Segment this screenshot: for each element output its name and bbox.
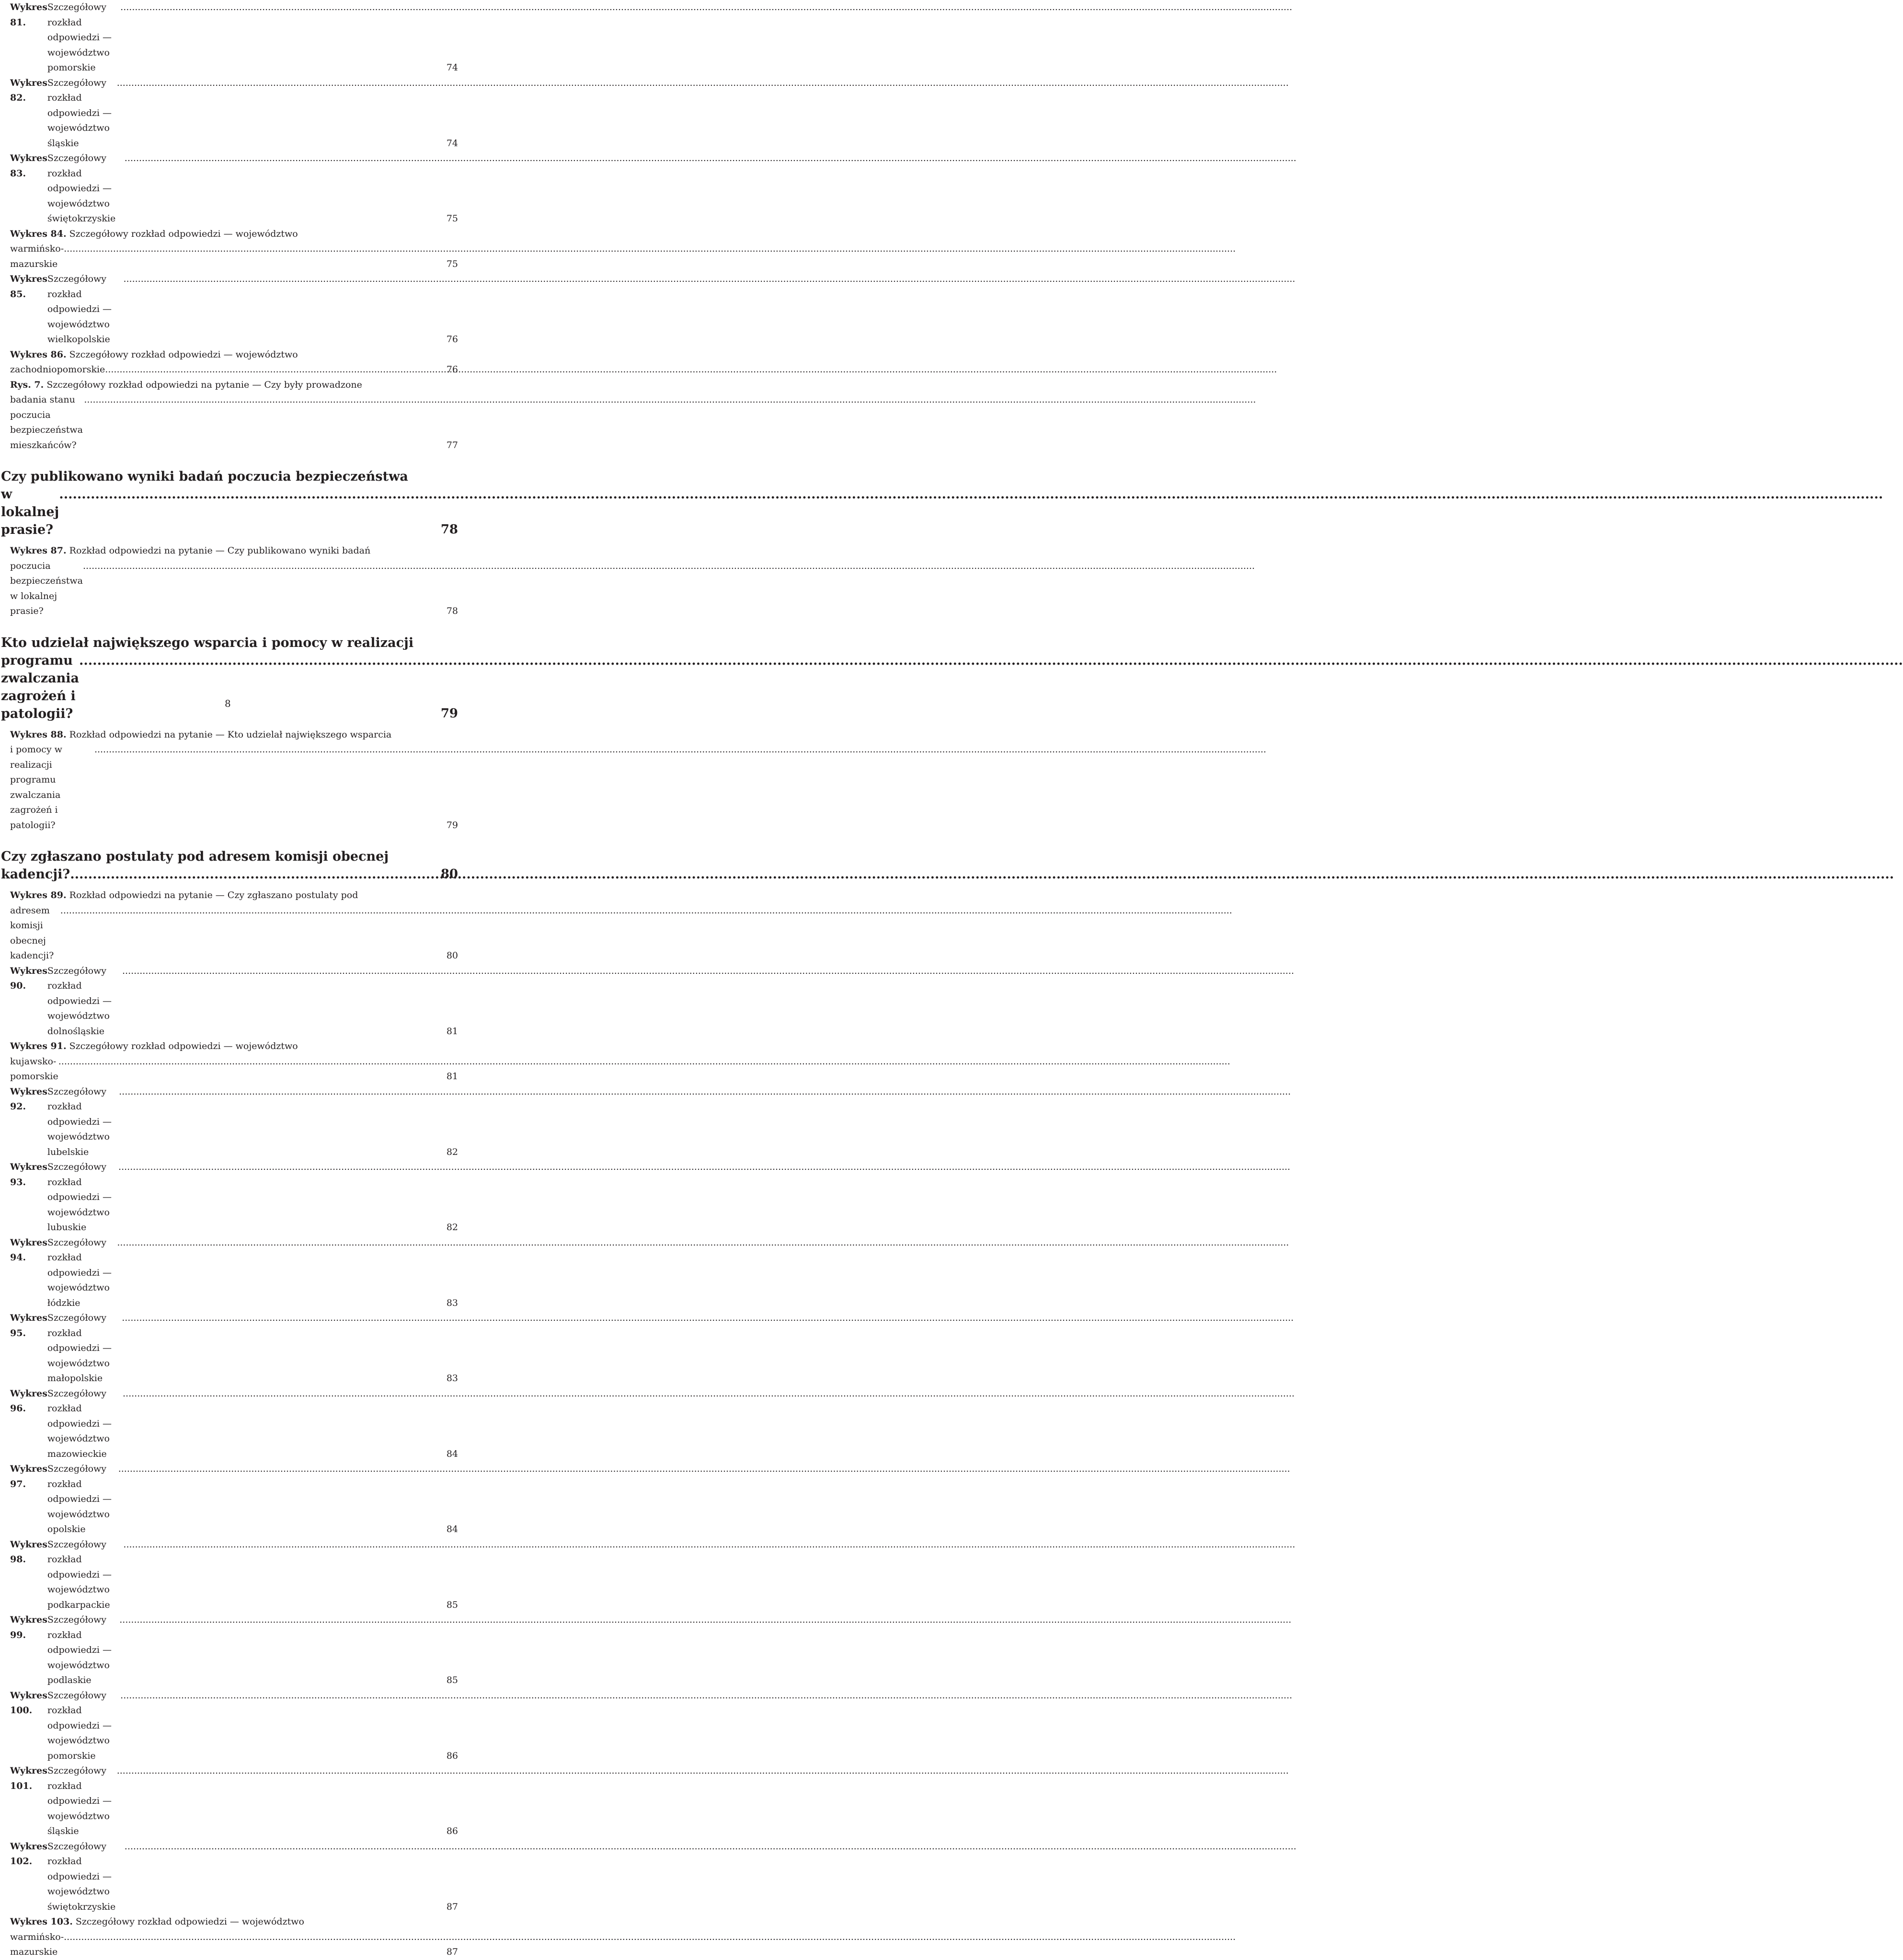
toc-entry[interactable] — [10, 727, 460, 833]
toc-entry-text: Szczegółowy rozkład odpowiedzi — województwo pomorskie — [47, 1690, 115, 1761]
toc-line — [10, 1054, 426, 1084]
dot-leader — [125, 1839, 426, 1855]
toc-entry-text: w lokalnej prasie? — [1, 487, 64, 537]
dot-leader — [60, 903, 426, 919]
toc-entry[interactable] — [10, 1839, 460, 1915]
toc-entry-text: Czy zgłaszano postulaty pod adresem komisji obecnej — [1, 849, 389, 864]
toc-page-number: 84 — [446, 1448, 458, 1459]
dot-leader — [118, 1160, 426, 1175]
toc-entry-text: warmińsko-mazurskie — [10, 243, 64, 269]
toc-page-number: 81 — [446, 1026, 458, 1037]
dot-leader — [125, 151, 426, 166]
toc-line — [1, 468, 461, 485]
toc-page-number: 76 — [446, 364, 458, 375]
toc-entry-label: Wykres 100. — [10, 1690, 47, 1716]
toc-entry-text: Szczegółowy rozkład odpowiedzi — województwo pomorskie — [47, 2, 115, 73]
toc-entry-text: Szczegółowy rozkład odpowiedzi — województwo podlaskie — [47, 1614, 115, 1685]
toc-entry[interactable] — [10, 1235, 460, 1311]
toc-entry-label: Wykres 103. — [10, 1916, 73, 1927]
toc-entry[interactable] — [10, 1537, 460, 1613]
toc-entry-label: Wykres 83. — [10, 153, 47, 179]
toc-entry-text: Szczegółowy rozkład odpowiedzi — województwo świętokrzyskie — [47, 153, 116, 224]
toc-entry-label: Wykres 82. — [10, 77, 47, 103]
toc-entry-label: Wykres 95. — [10, 1313, 47, 1338]
toc-page-number: 82 — [446, 1222, 458, 1233]
toc-section-heading[interactable] — [1, 848, 461, 883]
toc-entry-text: i pomocy w realizacji programu zwalczania zagrożeń i patologii? — [10, 744, 65, 830]
dot-leader — [83, 559, 426, 574]
toc-page-number: 74 — [446, 138, 458, 149]
toc-entry-text: Szczegółowy rozkład odpowiedzi — województwo świętokrzyskie — [47, 1841, 116, 1912]
toc-page-number: 82 — [446, 1146, 458, 1157]
dot-leader — [117, 1235, 426, 1251]
toc-page-number: 79 — [440, 706, 458, 721]
toc-entry-label: Wykres 96. — [10, 1388, 47, 1414]
dot-leader — [119, 1613, 426, 1628]
dot-leader — [84, 392, 426, 408]
toc-entry-text: Szczegółowy rozkład odpowiedzi — województwo podkarpackie — [47, 1539, 115, 1610]
toc-entry[interactable] — [10, 964, 460, 1039]
toc-entry-text: Szczegółowy rozkład odpowiedzi na pytanie — Czy były prowadzone — [46, 379, 362, 390]
toc-page-number: 81 — [446, 1071, 458, 1082]
toc-line — [10, 272, 426, 347]
toc-entry[interactable] — [10, 227, 460, 272]
toc-entry[interactable] — [10, 378, 460, 453]
toc-entry[interactable] — [10, 1764, 460, 1839]
toc-entry-text: kujawsko-pomorskie — [10, 1056, 58, 1082]
toc-entry[interactable] — [10, 1160, 460, 1235]
toc-line — [10, 1839, 426, 1915]
toc-page-number: 83 — [446, 1373, 458, 1384]
toc-entry-label: Wykres 101. — [10, 1765, 47, 1791]
toc-page-number: 74 — [446, 62, 458, 73]
toc-entry-label: Wykres 93. — [10, 1162, 47, 1188]
toc-entry-text: poczucia bezpieczeństwa w lokalnej prasie? — [10, 560, 86, 616]
dot-leader — [59, 485, 425, 503]
toc-entry[interactable] — [10, 1914, 460, 1960]
toc-entry-label: Wykres 90. — [10, 965, 47, 991]
dot-leader — [105, 362, 426, 378]
toc-entry-text: Szczegółowy rozkład odpowiedzi — województwo śląskie — [47, 77, 115, 149]
toc-page-number: 80 — [446, 950, 458, 961]
dot-leader — [118, 1462, 426, 1477]
toc-entry-text: Szczegółowy rozkład odpowiedzi — województwo — [75, 1916, 304, 1927]
toc-entry-label: Wykres 94. — [10, 1237, 47, 1263]
toc-entry-text: Szczegółowy rozkład odpowiedzi — województwo lubuskie — [47, 1162, 115, 1233]
toc-line — [10, 392, 426, 453]
toc-line — [10, 903, 426, 964]
toc-line — [10, 1160, 426, 1235]
toc-entry-label: Wykres 89. — [10, 890, 67, 900]
toc-entry-text: Szczegółowy rozkład odpowiedzi — województwo mazowieckie — [47, 1388, 115, 1459]
toc-line — [1, 848, 461, 865]
toc-line — [10, 242, 426, 272]
toc-line — [10, 1235, 426, 1311]
toc-line — [1, 634, 461, 652]
toc-entry[interactable] — [10, 1386, 460, 1462]
dot-leader — [70, 865, 425, 883]
toc-entry[interactable] — [10, 1311, 460, 1386]
toc-page-number: 75 — [446, 258, 458, 269]
dot-leader — [120, 1688, 426, 1704]
toc-entry[interactable] — [10, 1688, 460, 1764]
dot-leader — [122, 964, 426, 979]
toc-page-number: 84 — [446, 1524, 458, 1534]
toc-line — [10, 888, 460, 903]
toc-page-number: 78 — [440, 522, 458, 537]
toc-line — [10, 1613, 426, 1688]
toc-line — [10, 347, 460, 363]
toc-entry-text: Szczegółowy rozkład odpowiedzi — województwo łódzkie — [47, 1237, 115, 1308]
toc-line — [10, 1386, 426, 1462]
toc-entry-text: Kto udzielał największego wsparcia i pomocy w realizacji — [1, 635, 414, 650]
toc-entry[interactable] — [10, 347, 460, 378]
toc-page-number: 86 — [446, 1826, 458, 1836]
toc-page-number: 78 — [446, 606, 458, 616]
dot-leader — [123, 1386, 426, 1402]
toc-line — [10, 727, 460, 743]
dot-leader — [64, 242, 426, 257]
toc-line — [10, 0, 426, 76]
toc-page-number: 79 — [446, 819, 458, 830]
toc-line — [1, 485, 425, 539]
toc-entry-text: Szczegółowy rozkład odpowiedzi — województwo małopolskie — [47, 1313, 115, 1384]
toc-line — [10, 1688, 426, 1764]
toc-entry-text: Szczegółowy rozkład odpowiedzi — województwo śląskie — [47, 1765, 115, 1836]
toc-entry-text: Szczegółowy rozkład odpowiedzi — województwo — [69, 349, 298, 360]
toc-page-number: 80 — [440, 867, 458, 881]
toc-page-number: 75 — [446, 213, 458, 224]
toc-entry-text: Szczegółowy rozkład odpowiedzi — województwo — [69, 228, 298, 239]
document-page — [0, 0, 460, 1957]
toc-line — [10, 559, 426, 619]
toc-entry-label: Wykres 81. — [10, 2, 47, 28]
toc-line — [1, 865, 425, 883]
toc-line — [10, 227, 460, 242]
toc-entry[interactable] — [10, 888, 460, 964]
toc-entry-text: warmińsko-mazurskie — [10, 1931, 64, 1957]
dot-leader — [123, 272, 426, 287]
toc-line — [10, 151, 426, 227]
dot-leader — [58, 1054, 426, 1070]
toc-section-heading[interactable] — [1, 468, 461, 539]
toc-entry-text: Szczegółowy rozkład odpowiedzi — województwo wielkopolskie — [47, 274, 115, 345]
table-of-contents — [0, 0, 460, 1960]
toc-entry-text: Rozkład odpowiedzi na pytanie — Kto udzielał największego wsparcia — [69, 729, 392, 740]
toc-line — [10, 1462, 426, 1537]
toc-line — [1, 652, 425, 723]
toc-line — [10, 1537, 426, 1613]
toc-entry-label: Wykres 102. — [10, 1841, 47, 1867]
toc-line — [10, 742, 426, 833]
toc-entry[interactable] — [10, 543, 460, 619]
toc-entry-text: Szczegółowy rozkład odpowiedzi — województwo — [69, 1041, 298, 1051]
toc-entry-text: programu zwalczania zagrożeń i patologii? — [1, 653, 84, 721]
toc-entry-label: Wykres 92. — [10, 1086, 47, 1112]
toc-entry-text: zachodniopomorskie — [10, 364, 105, 375]
page-number: 8 — [225, 698, 231, 709]
toc-entry[interactable] — [10, 1039, 460, 1084]
dot-leader — [117, 1764, 426, 1779]
dot-leader — [120, 0, 426, 15]
toc-line — [10, 378, 460, 393]
toc-page-number: 77 — [446, 439, 458, 450]
toc-entry-text: Czy publikowano wyniki badań poczucia bezpieczeństwa — [1, 469, 408, 484]
toc-entry-text: Szczegółowy rozkład odpowiedzi — województwo lubelskie — [47, 1086, 115, 1157]
toc-line — [10, 964, 426, 1039]
toc-entry-label: Wykres 88. — [10, 729, 67, 740]
toc-page-number: 83 — [446, 1297, 458, 1308]
toc-entry[interactable] — [10, 1084, 460, 1160]
toc-line — [10, 1311, 426, 1386]
toc-entry-text: Rozkład odpowiedzi na pytanie — Czy publikowano wyniki badań — [69, 545, 371, 556]
toc-entry-text: Szczegółowy rozkład odpowiedzi — województwo opolskie — [47, 1464, 115, 1534]
dot-leader — [122, 1311, 426, 1326]
dot-leader — [79, 652, 425, 669]
dot-leader — [94, 742, 426, 758]
toc-page-number: 87 — [446, 1947, 458, 1957]
dot-leader — [123, 1537, 426, 1553]
toc-line — [10, 543, 460, 559]
toc-entry[interactable] — [10, 1462, 460, 1537]
toc-entry-label: Wykres 85. — [10, 274, 47, 300]
toc-entry-text: kadencji? — [1, 867, 70, 882]
toc-entry-label: Wykres 91. — [10, 1041, 67, 1051]
toc-entry[interactable] — [10, 272, 460, 347]
toc-entry[interactable] — [10, 0, 460, 76]
toc-line — [10, 362, 426, 378]
toc-page-number: 85 — [446, 1599, 458, 1610]
toc-section-heading[interactable] — [1, 634, 461, 723]
toc-entry-label: Wykres 99. — [10, 1614, 47, 1640]
toc-page-number: 87 — [446, 1901, 458, 1912]
dot-leader — [119, 1084, 426, 1100]
toc-page-number: 85 — [446, 1675, 458, 1685]
toc-entry-text: badania stanu poczucia bezpieczeństwa mieszkańców? — [10, 394, 86, 450]
toc-entry-label: Wykres 87. — [10, 545, 67, 556]
toc-line — [10, 1930, 426, 1960]
toc-page-number: 86 — [446, 1750, 458, 1761]
toc-entry-label: Wykres 97. — [10, 1464, 47, 1489]
toc-line — [10, 1764, 426, 1839]
toc-page-number: 76 — [446, 334, 458, 345]
toc-entry-label: Wykres 84. — [10, 228, 67, 239]
toc-entry-label: Wykres 86. — [10, 349, 67, 360]
toc-line — [10, 1084, 426, 1160]
toc-entry-label: Rys. 7. — [10, 379, 44, 390]
toc-line — [10, 76, 426, 151]
dot-leader — [117, 76, 426, 91]
toc-entry-label: Wykres 98. — [10, 1539, 47, 1565]
toc-entry[interactable] — [10, 76, 460, 151]
toc-line — [10, 1914, 460, 1930]
toc-entry-text: Rozkład odpowiedzi na pytanie — Czy zgłaszano postulaty pod — [69, 890, 358, 900]
toc-entry-text: Szczegółowy rozkład odpowiedzi — województwo dolnośląskie — [47, 965, 115, 1037]
toc-entry[interactable] — [10, 1613, 460, 1688]
toc-entry-text: adresem komisji obecnej kadencji? — [10, 905, 54, 961]
dot-leader — [64, 1930, 426, 1945]
toc-line — [10, 1039, 460, 1054]
toc-entry[interactable] — [10, 151, 460, 227]
